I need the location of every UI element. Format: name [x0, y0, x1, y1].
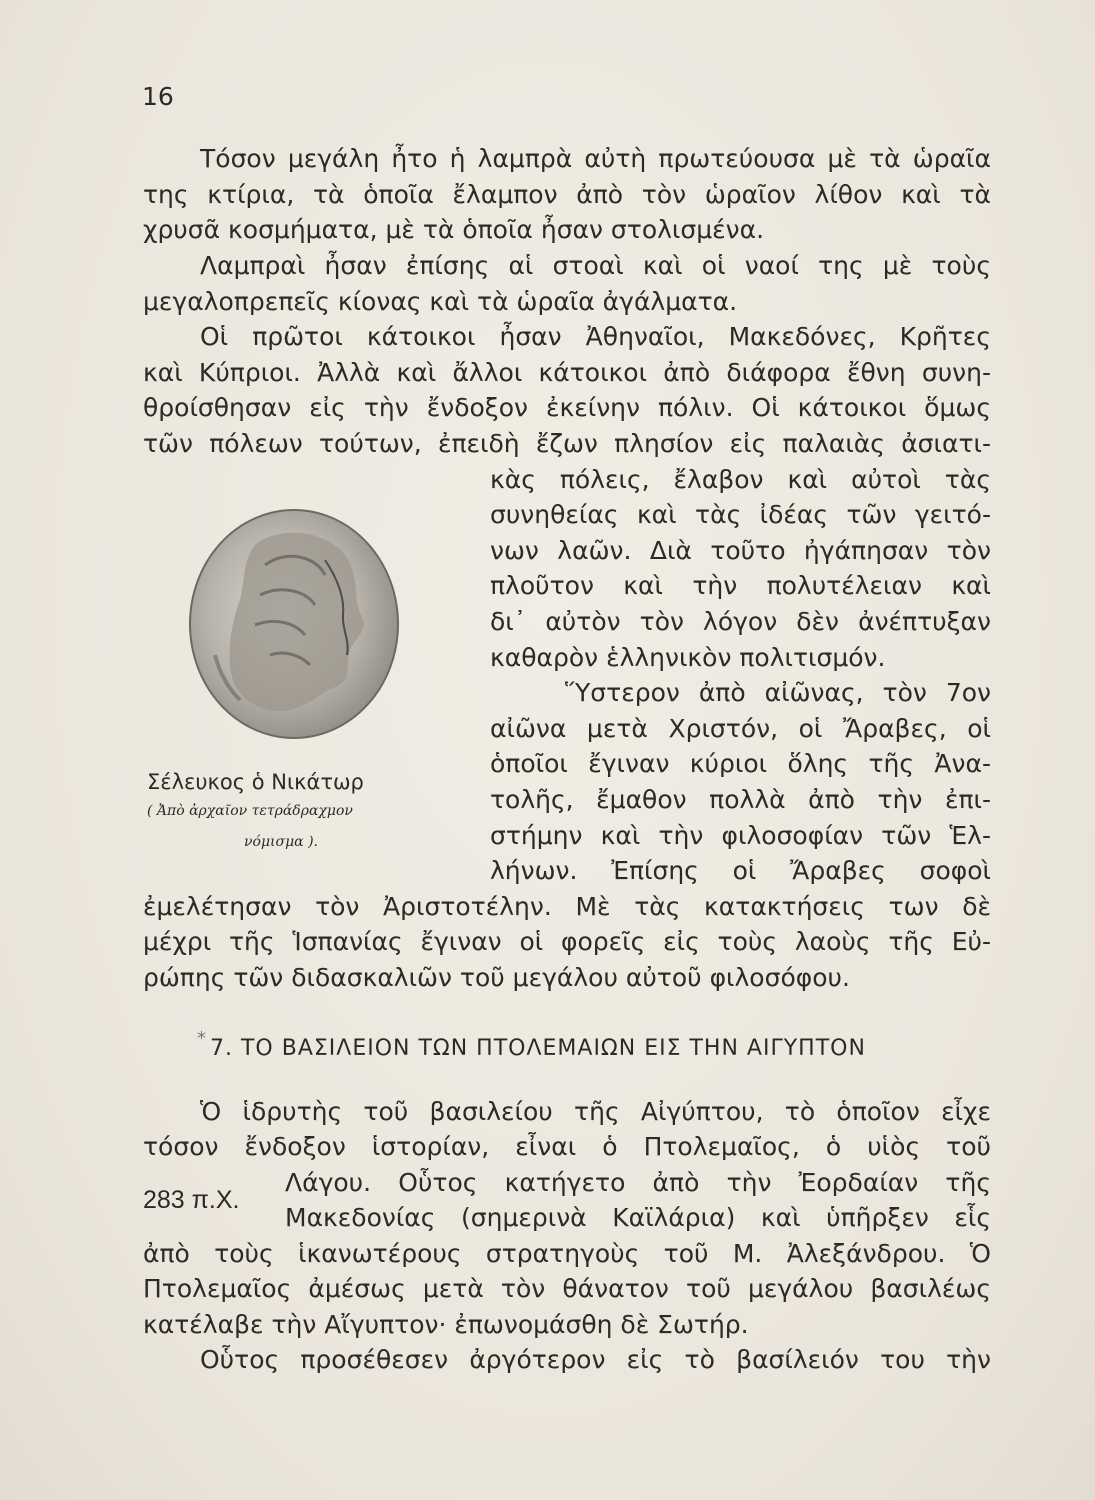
section-mark: * — [197, 1028, 206, 1049]
text-line: μέχρι τῆς Ἱσπανίας ἔγιναν οἱ φορεῖς εἰς τοὺς λαοὺς τῆς Εὐ- — [143, 927, 991, 956]
text-line: στήμην καὶ τὴν φιλοσοφίαν τῶν Ἑλ- — [490, 821, 991, 850]
coin-portrait-icon — [185, 505, 403, 743]
text-line: Ὁ ἱδρυτὴς τοῦ βασιλείου τῆς Αἰγύπτου, τὸ ὁποῖον εἶχε — [200, 1097, 991, 1126]
text-line: Λαμπραὶ ἦσαν ἐπίσης αἱ στοαὶ καὶ οἱ ναοί της μὲ τοὺς — [200, 251, 991, 280]
text-line: τόσον ἔνδοξον ἱστορίαν, εἶναι ὁ Πτολεμαῖος, ὁ υἱὸς τοῦ — [143, 1132, 991, 1161]
text-line: Πτολεμαῖος ἀμέσως μετὰ τὸν θάνατον τοῦ μεγάλου βασιλέως — [143, 1274, 991, 1303]
text-line: ἀπὸ τοὺς ἱκανωτέρους στρατηγοὺς τοῦ Μ. Ἀλεξάνδρου. Ὁ — [143, 1239, 991, 1268]
text-line: ὁποῖοι ἔγιναν κύριοι ὅλης τῆς Ἀνα- — [490, 749, 991, 778]
text-line: αἰῶνα μετὰ Χριστόν, οἱ Ἄραβες, οἱ — [490, 714, 991, 743]
text-line: λήνων. Ἐπίσης οἱ Ἄραβες σοφοὶ — [490, 856, 991, 885]
text-line: Οἱ πρῶτοι κάτοικοι ἦσαν Ἀθηναῖοι, Μακεδόνες, Κρῆτες — [200, 322, 991, 351]
text-line: νων λαῶν. Διὰ τοῦτο ἠγάπησαν τὸν — [490, 536, 991, 565]
text-line: Λάγου. Οὗτος κατήγετο ἀπὸ τὴν Ἐορδαίαν τῆς — [285, 1168, 991, 1197]
text-line: χρυσᾶ κοσμήματα, μὲ τὰ ὁποῖα ἦσαν στολισμένα. — [143, 215, 765, 244]
text-line: κατέλαβε τὴν Αἴγυπτον· ἐπωνομάσθη δὲ Σωτήρ. — [143, 1310, 749, 1339]
text-line: ἐμελέτησαν τὸν Ἀριστοτέλην. Μὲ τὰς κατακτήσεις των δὲ — [143, 892, 991, 921]
text-line: της κτίρια, τὰ ὁποῖα ἔλαμπον ἀπὸ τὸν ὡραῖον λίθον καὶ τὰ — [143, 180, 991, 209]
text-line: τολῆς, ἔμαθον πολλὰ ἀπὸ τὴν ἐπι- — [490, 785, 991, 814]
figure-caption-title: Σέλευκος ὁ Νικάτωρ — [147, 770, 364, 794]
text-line: δι᾽ αὐτὸν τὸν λόγον δὲν ἀνέπτυξαν — [490, 607, 991, 636]
text-line: κὰς πόλεις, ἔλαβον καὶ αὐτοὶ τὰς — [490, 465, 991, 494]
figure-caption-source: νόμισμα ). — [244, 834, 318, 850]
text-line: Μακεδονίας (σημερινὰ Καϊλάρια) καὶ ὑπῆρξεν εἷς — [285, 1203, 991, 1232]
text-line: πλοῦτον καὶ τὴν πολυτέλειαν καὶ — [490, 571, 991, 600]
text-line: καὶ Κύπριοι. Ἀλλὰ καὶ ἄλλοι κάτοικοι ἀπὸ διάφορα ἔθνη συνη- — [143, 358, 991, 387]
text-line: καθαρὸν ἑλληνικὸν πολιτισμόν. — [490, 643, 886, 672]
text-line: ρώπης τῶν διδασκαλιῶν τοῦ μεγάλου αὐτοῦ φιλοσόφου. — [143, 963, 850, 992]
text-line: μεγαλοπρεπεῖς κίονας καὶ τὰ ὡραῖα ἀγάλματα. — [143, 287, 738, 316]
text-line: θροίσθησαν εἰς τὴν ἔνδοξον ἐκείνην πόλιν. Οἱ κάτοικοι ὅμως — [143, 393, 991, 422]
figure-caption-source: ( Ἀπὸ ἀρχαῖον τετράδραχμον — [147, 803, 353, 819]
section-heading: 7. ΤΟ ΒΑΣΙΛΕΙΟΝ ΤΩΝ ΠΤΟΛΕΜΑΙΩΝ ΕΙΣ ΤΗΝ ΑΙΓΥΠΤΟΝ — [210, 1036, 866, 1061]
date-margin-note: 283 π.Χ. — [143, 1186, 240, 1214]
text-line: Τόσον μεγάλη ἦτο ἡ λαμπρὰ αὐτὴ πρωτεύουσα μὲ τὰ ὡραῖα — [200, 144, 991, 173]
text-line: Οὗτος προσέθεσεν ἀργότερον εἰς τὸ βασίλειόν του τὴν — [200, 1345, 991, 1374]
page-number: 16 — [142, 82, 174, 111]
text-line: Ὕστερον ἀπὸ αἰῶνας, τὸν 7ον — [565, 678, 991, 707]
text-line: συνηθείας καὶ τὰς ἰδέας τῶν γειτό- — [490, 500, 991, 529]
text-line: τῶν πόλεων τούτων, ἐπειδὴ ἔζων πλησίον εἰς παλαιὰς ἀσιατι- — [143, 429, 991, 458]
